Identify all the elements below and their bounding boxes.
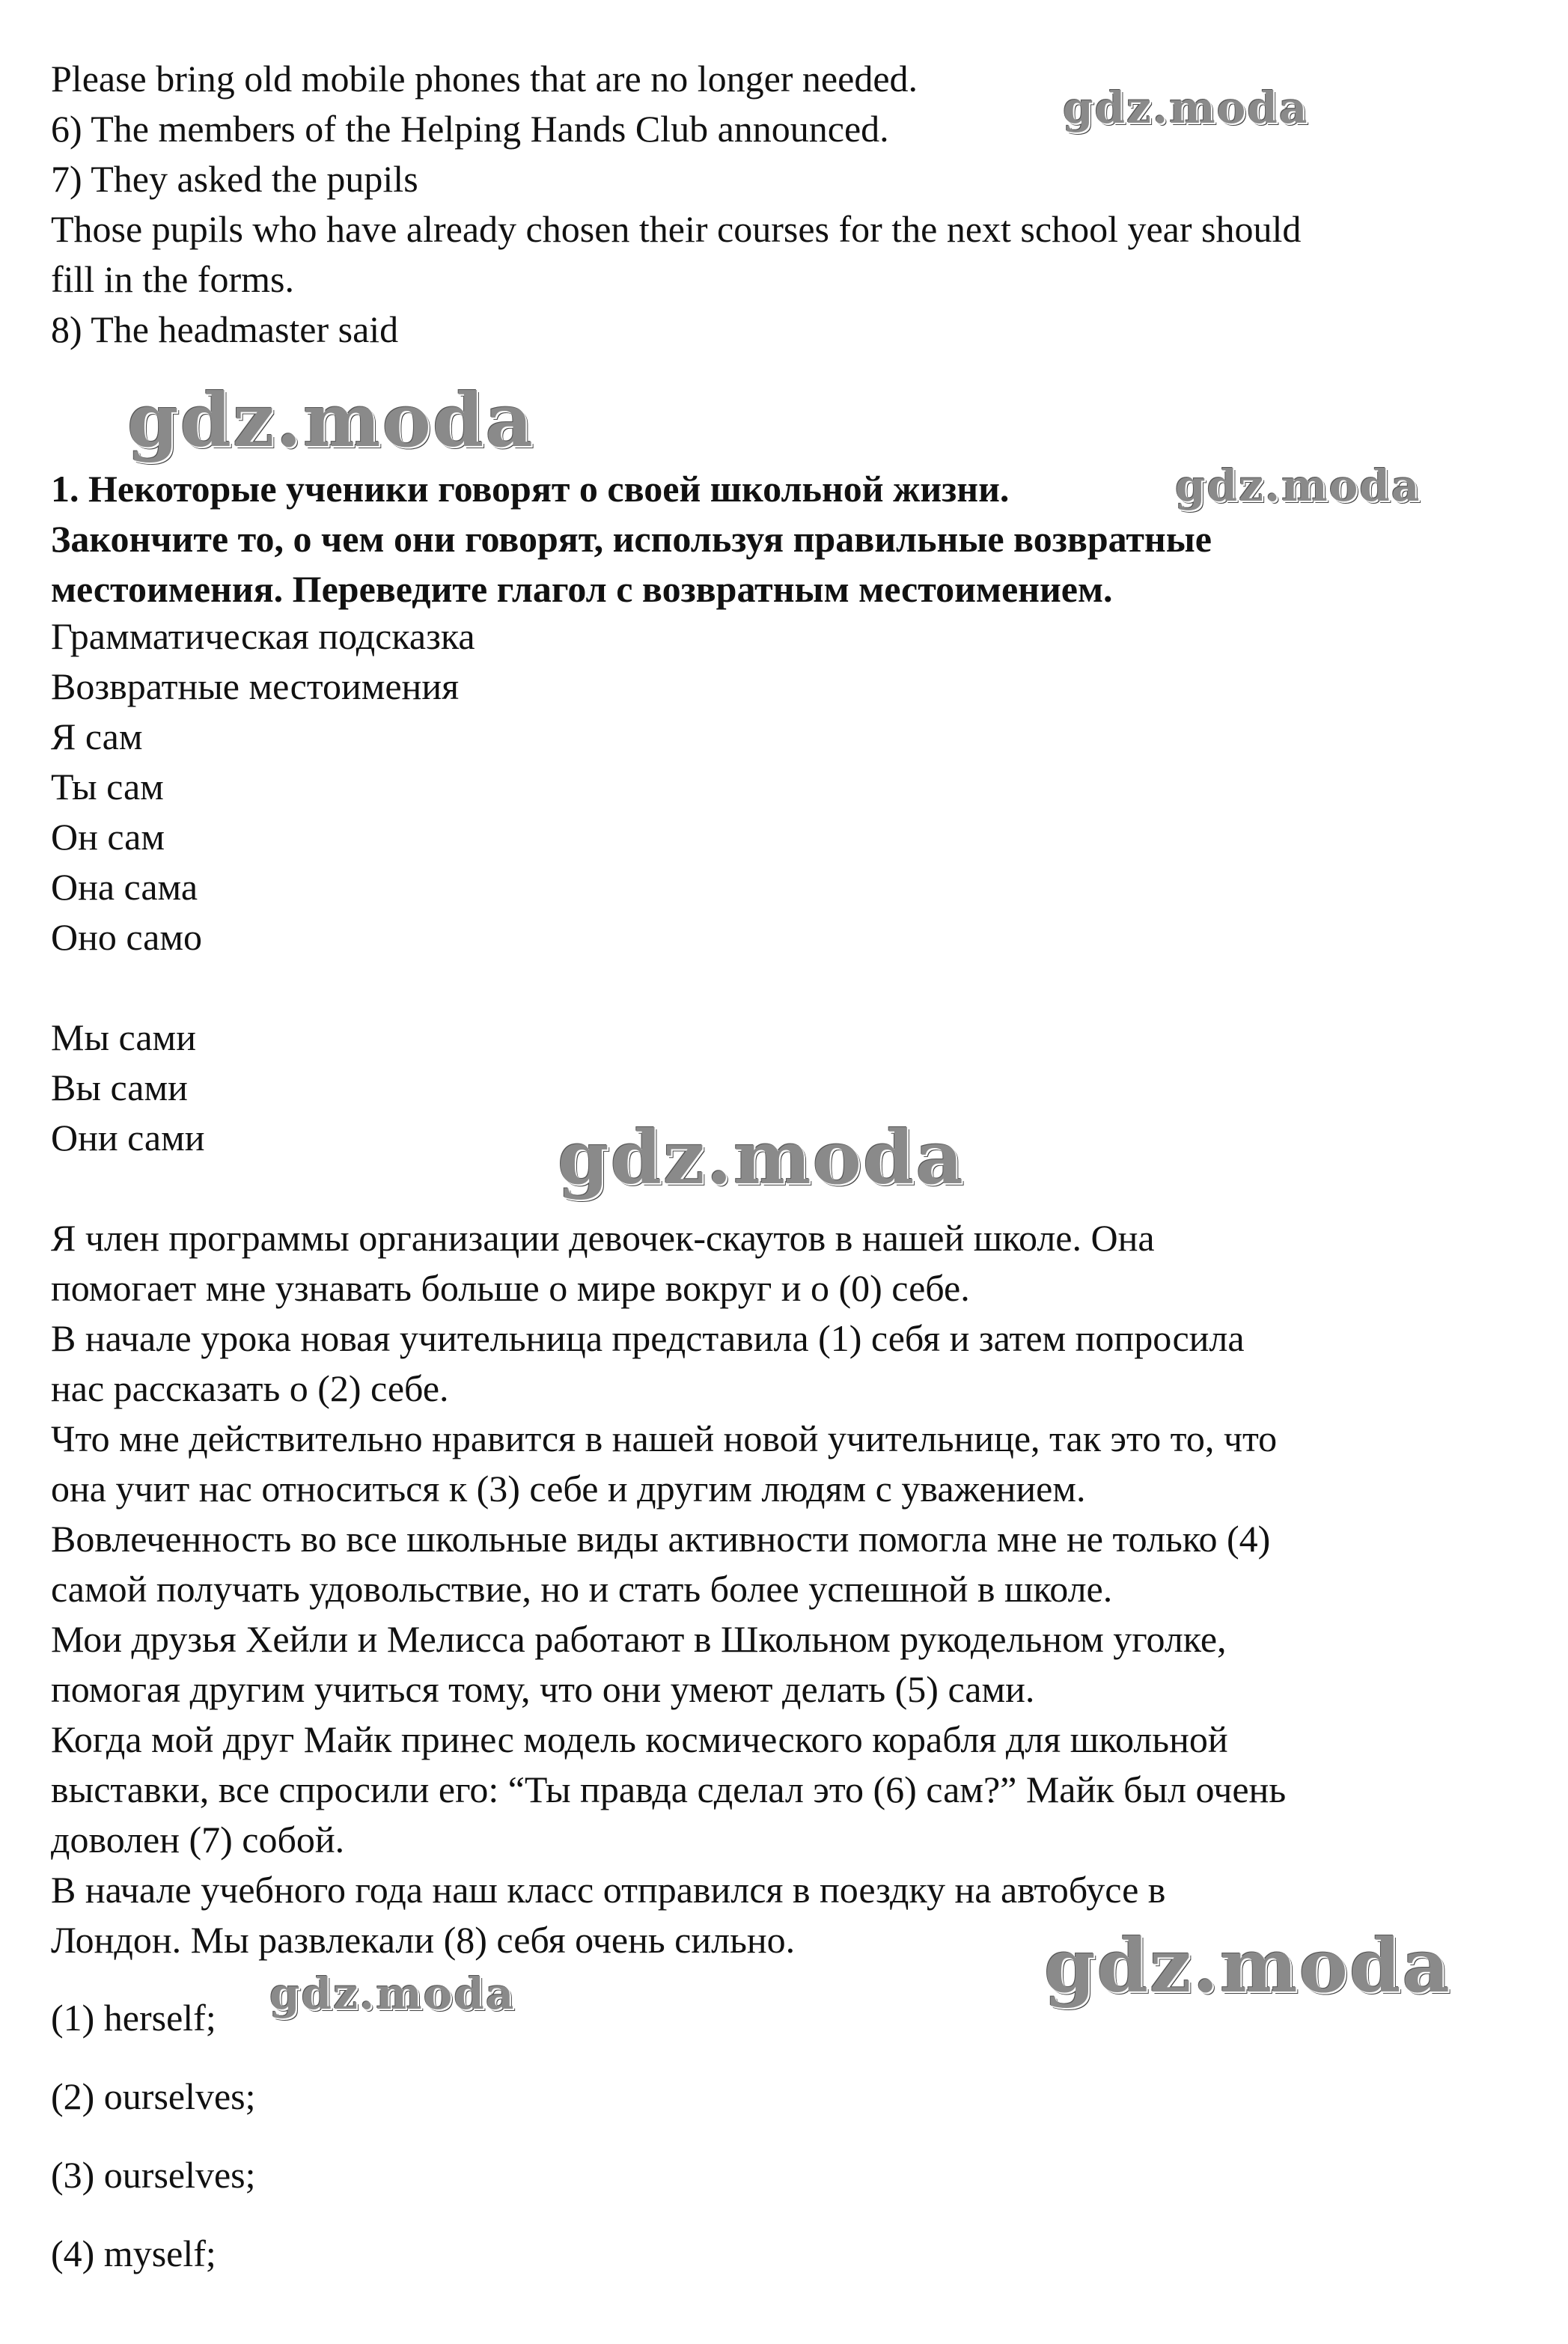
text-line: 7) They asked the pupils bbox=[51, 158, 418, 200]
translation-line: выставки, все спросили его: “Ты правда сделал это (6) сам?” Майк был очень bbox=[51, 1768, 1287, 1810]
task-title-line: Закончите то, о чем они говорят, используя правильные возвратные bbox=[51, 518, 1212, 560]
pronoun-item: Они сами bbox=[51, 1117, 205, 1159]
translation-line: В начале урока новая учительница представила (1) себя и затем попросила bbox=[51, 1317, 1245, 1359]
translation-line: Мои друзья Хейли и Мелисса работают в Школьном рукодельном уголке, bbox=[51, 1618, 1227, 1660]
answer-item: (2) ourselves; bbox=[51, 2075, 256, 2117]
text-line: 8) The headmaster said bbox=[51, 308, 399, 350]
pronoun-item: Я сам bbox=[51, 715, 143, 757]
watermark: gdz.moda bbox=[269, 1968, 516, 2019]
text-line: Those pupils who have already chosen their courses for the next school year should bbox=[51, 208, 1302, 250]
translation-line: Я член программы организации девочек-скаутов в нашей школе. Она bbox=[51, 1217, 1155, 1259]
translation-line: нас рассказать о (2) себе. bbox=[51, 1367, 449, 1409]
pronoun-item: Она сама bbox=[51, 866, 198, 908]
watermark: gdz.moda bbox=[1175, 460, 1421, 511]
pronoun-item: Оно само bbox=[51, 916, 203, 958]
task-title-line: 1. Некоторые ученики говорят о своей школьной жизни. bbox=[51, 468, 1010, 510]
translation-line: доволен (7) собой. bbox=[51, 1819, 345, 1861]
text-line: fill in the forms. bbox=[51, 258, 294, 300]
answer-item: (1) herself; bbox=[51, 1997, 216, 2039]
answer-item: (4) myself; bbox=[51, 2232, 216, 2274]
translation-line: Когда мой друг Майк принес модель космического корабля для школьной bbox=[51, 1718, 1228, 1760]
translation-line: Вовлеченность во все школьные виды активности помогла мне не только (4) bbox=[51, 1518, 1271, 1560]
task-title-line: местоимения. Переведите глагол с возвратным местоимением. bbox=[51, 568, 1113, 610]
watermark: gdz.moda bbox=[1044, 1923, 1451, 2009]
text-line: Please bring old mobile phones that are no longer needed. bbox=[51, 58, 918, 100]
watermark: gdz.moda bbox=[127, 378, 534, 464]
translation-line: Что мне действительно нравится в нашей новой учительнице, так это то, что bbox=[51, 1417, 1278, 1459]
watermark: gdz.moda bbox=[558, 1115, 965, 1201]
hint-title: Грамматическая подсказка bbox=[51, 615, 475, 657]
translation-line: она учит нас относиться к (3) себе и другим людям с уважением. bbox=[51, 1468, 1086, 1510]
translation-line: самой получать удовольствие, но и стать более успешной в школе. bbox=[51, 1568, 1113, 1610]
pronoun-item: Мы сами bbox=[51, 1016, 196, 1058]
pronoun-item: Он сам bbox=[51, 816, 165, 858]
text-line: 6) The members of the Helping Hands Club announced. bbox=[51, 108, 889, 150]
hint-subtitle: Возвратные местоимения bbox=[51, 665, 460, 707]
watermark: gdz.moda bbox=[1063, 82, 1309, 133]
pronoun-item: Ты сам bbox=[51, 766, 164, 808]
translation-line: помогает мне узнавать больше о мире вокруг и о (0) себе. bbox=[51, 1267, 970, 1309]
answer-item: (3) ourselves; bbox=[51, 2154, 256, 2196]
pronoun-item: Вы сами bbox=[51, 1066, 188, 1108]
translation-line: помогая другим учиться тому, что они умеют делать (5) сами. bbox=[51, 1668, 1035, 1710]
translation-line: В начале учебного года наш класс отправился в поездку на автобусе в bbox=[51, 1869, 1166, 1911]
translation-line: Лондон. Мы развлекали (8) себя очень сильно. bbox=[51, 1919, 796, 1961]
